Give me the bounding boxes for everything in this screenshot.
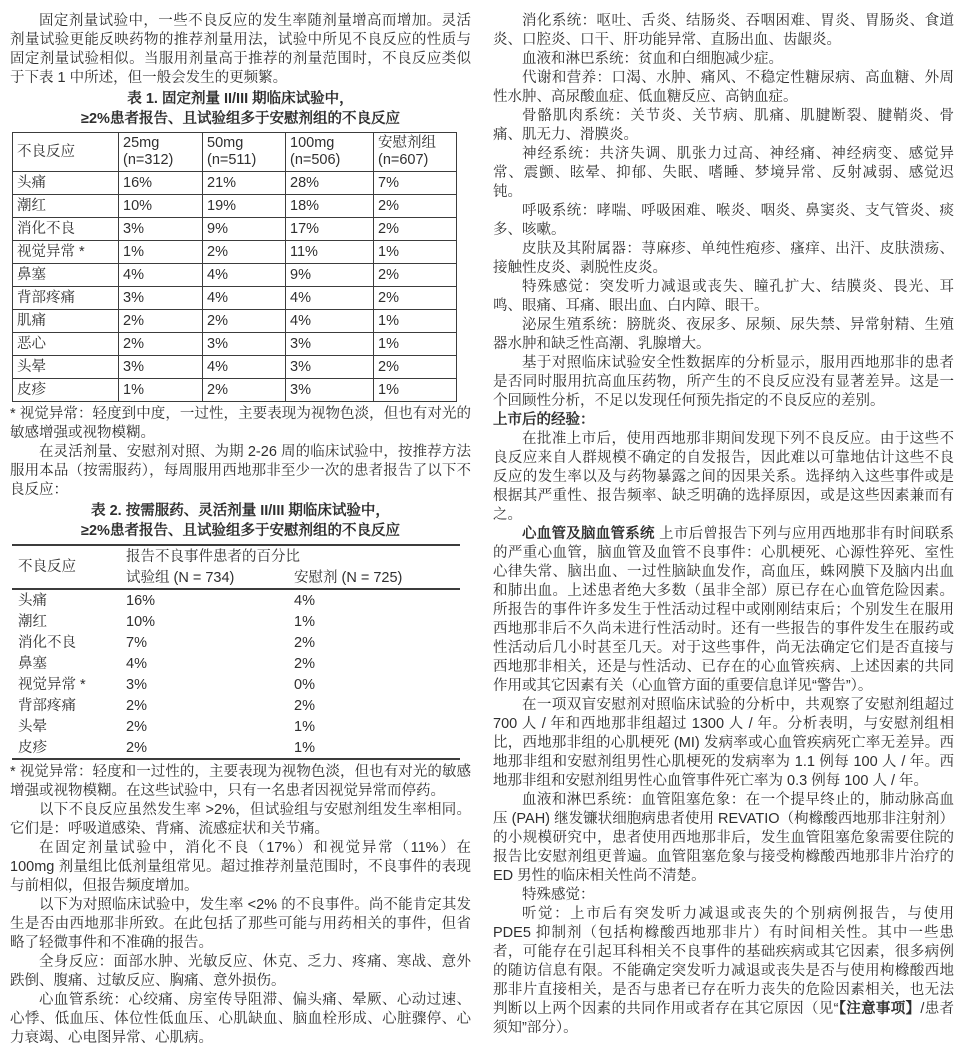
table1-caption (10, 89, 471, 129)
table2-caption-line1: 表 2. 按需服药、灵活剂量 II/III 期临床试验中， (91, 503, 390, 519)
table-row (13, 264, 457, 287)
table-row (12, 716, 460, 737)
flexible-dose-paragraph: 在灵活剂量、安慰剂对照、为期 2-26 周的临床试验中，按推荐方法服用本品（按需服药），每周服用西地那非至少一次的患者报告了以下不良反应： (10, 444, 471, 498)
table-cell: 19% (203, 195, 286, 218)
table-cell: 2% (374, 287, 457, 310)
paragraph-digestive-system: 消化系统：呕吐、舌炎、结肠炎、吞咽困难、胃炎、胃肠炎、食道炎、口腔炎、口干、肝功能异常、直肠出血、齿龈炎。 (493, 13, 954, 48)
header-n: (n=511) (207, 152, 257, 168)
table-cell: 2% (126, 739, 147, 756)
table-row (12, 589, 460, 611)
cardio-cerebrovascular-text: 上市后曾报告下列与应用西地那非有时间联系的严重心血管，脑血管及血管不良事件：心肌梗死、心源性猝死、室性心律失常、脑出血、一过性脑缺血发作，高血压，蛛网膜下及脑内出血和肺出血。上述患者绝大多数（虽非全部）原已存在心血管危险因素。所报告的事件许多发生于性活动过程中或刚刚结束后；个别发生在服用西地那非后不久尚未进行性活动时。还有一些报告的事件发生在服药或性活动后几小时甚至几天。对于这些事件，尚无法确定它们是否直接与西地那非相关，还是与性活动、已存在的心血管疾病、上述因素的共同作用或其它因素有关（心血管方面的重要信息详见“警告”）。 (493, 526, 954, 694)
table-cell: 17% (286, 218, 374, 241)
table-cell: 1% (374, 241, 457, 264)
table1-footnote: * 视觉异常：轻度到中度，一过性，主要表现为视物色淡，但也有对光的敏感增强或视物模糊。 (10, 406, 471, 441)
table-row (13, 356, 457, 379)
header-label: 100mg (290, 135, 335, 151)
table-cell: 2% (374, 264, 457, 287)
left-column (10, 12, 471, 1048)
row-label: 消化不良 (18, 634, 76, 651)
table-row (13, 218, 457, 241)
post-marketing-intro: 在批准上市后，使用西地那非期间发现下列不良反应。由于这些不良反应来自人群规模不确定的自发报告，因此难以可靠地估计这些不良反应的发生率以及与药物暴露之间的因果关系。选择纳入这些事件或是根据其严重性、报告频率、缺乏明确的选择原因，或是这些因素兼而有之。 (493, 431, 954, 523)
table-cell: 3% (286, 379, 374, 402)
table-cell: 1% (119, 379, 203, 402)
header-label: 25mg (123, 135, 160, 151)
table-cell: 3% (126, 676, 147, 693)
row-label: 鼻塞 (18, 655, 47, 672)
table2-caption-line2: ≥2%患者报告、且试验组多于安慰剂组的不良反应 (81, 523, 400, 539)
hearing-precautions-bold: 【注意事项】 (838, 1001, 921, 1017)
table-cell: 2% (294, 655, 315, 672)
intro-paragraph: 固定剂量试验中，一些不良反应的发生率随剂量增高而增加。灵活剂量试验更能反映药物的推荐剂量用法，试验中所见不良反应的性质与固定剂量试验相似。当服用剂量高于推荐的剂量范围时，不良反应类似于下表 1 中所述，但一般会发生的更频繁。 (10, 13, 471, 86)
row-label: 恶心 (13, 333, 119, 356)
table2-header-adverse-reaction: 不良反应 (12, 545, 120, 589)
paragraph-blood-lymphatic-system: 血液和淋巴系统：贫血和白细胞减少症。 (522, 51, 783, 67)
table-cell: 10% (126, 613, 156, 630)
table-cell: 4% (126, 655, 147, 672)
right-column (493, 12, 954, 1048)
special-senses-heading: 特殊感觉： (522, 887, 595, 903)
table-cell: 21% (203, 172, 286, 195)
header-label: 安慰剂组 (378, 135, 436, 151)
table-header-row (12, 545, 460, 567)
hearing-text-pre: 听觉：上市后有突发听力减退或丧失的个别病例报告，与使用 PDE5 抑制剂（包括枸橼酸西地那非片）有时间相关性。其中一些患者，可能存在引起耳科相关不良事件的基础疾病或其它因素，很多病例的随访信息有限。不能确定突发听力减退或丧失是否与使用枸橼酸西地那非片直接相关，是否与患者已存在听力丧失的危险因素相关，也无法判断以上两个因素的共同作用或者存在其它原因（见“ (493, 906, 954, 1017)
table-cell: 2% (294, 634, 315, 651)
table-cell: 2% (203, 310, 286, 333)
table-cell: 2% (374, 218, 457, 241)
row-label: 头晕 (13, 356, 119, 379)
table-cell: 2% (374, 195, 457, 218)
table-cell: 3% (119, 287, 203, 310)
paragraph-vaso-occlusive-crisis: 血液和淋巴系统：血管阻塞危象：在一个提早终止的，肺动脉高血压 (PAH) 继发镰状细胞病患者使用 REVATIO（枸橼酸西地那非注射剂）的小规模研究中，患者使用西地那非后，发生血管阻塞危象需要住院的报告比安慰剂组更普遍。血管阻塞危象与接受枸橼酸西地那非片治疗的 ED 男性的临床相关性尚不清楚。 (493, 792, 954, 884)
row-label: 背部疼痛 (18, 697, 76, 714)
table-cell: 9% (203, 218, 286, 241)
table2-header-trial-group: 试验组 (N = 734) (120, 567, 288, 589)
table-row (13, 195, 457, 218)
table1-header-50mg (203, 133, 286, 172)
table-cell: 3% (119, 218, 203, 241)
table-cell: 4% (286, 287, 374, 310)
table-cell: 10% (119, 195, 203, 218)
table-cell: 1% (374, 310, 457, 333)
table-cell: 4% (203, 356, 286, 379)
paragraph-double-blind-analysis: 在一项双盲安慰剂对照临床试验的分析中，共观察了安慰剂组超过 700 人 / 年和西地那非组超过 1300 人 / 年。分析表明，与安慰剂组相比，西地那非组的心肌梗死 (MI) 发病率或心血管疾病死亡率无差异。西地那非组和安慰剂组男性心肌梗死的发病率为 1.1 例每 100 人 / 年。西地那非组和安慰剂组男性心血管事件死亡率为 0.3 例每 100 人 / 年。 (493, 697, 954, 789)
paragraph-respiratory-system: 呼吸系统：哮喘、呼吸困难、喉炎、咽炎、鼻窦炎、支气管炎、痰多、咳嗽。 (493, 203, 954, 238)
table-row (13, 379, 457, 402)
table-cell: 11% (286, 241, 374, 264)
table-cell: 16% (119, 172, 203, 195)
table1-header-25mg (119, 133, 203, 172)
table-row (12, 632, 460, 653)
header-n: (n=506) (290, 152, 341, 168)
row-label: 视觉异常 * (13, 241, 119, 264)
table-cell: 7% (374, 172, 457, 195)
paragraph-nervous-system: 神经系统：共济失调、肌张力过高、神经痛、神经病变、感觉异常、震颤、眩晕、抑郁、失眠、嗜睡、梦境异常、反射减弱、感觉迟钝。 (493, 146, 954, 200)
table-row (13, 310, 457, 333)
table-row (12, 611, 460, 632)
table-cell: 1% (374, 379, 457, 402)
table-row (13, 172, 457, 195)
header-n: (n=312) (123, 152, 174, 168)
table-cell: 4% (203, 287, 286, 310)
table-cell: 18% (286, 195, 374, 218)
table-cell: 2% (203, 379, 286, 402)
table-header-row (13, 133, 457, 172)
row-label: 皮疹 (18, 739, 47, 756)
paragraph-musculoskeletal-system: 骨骼肌肉系统：关节炎、关节病、肌痛、肌腱断裂、腱鞘炎、骨痛、肌无力、滑膜炎。 (493, 108, 954, 143)
hearing-text-post: /患者须知”部分）。 (493, 1001, 954, 1036)
table2-flexible-dose-adverse-reactions (12, 544, 460, 760)
table2-header-percentage: 报告不良事件患者的百分比 (126, 548, 300, 565)
table-cell: 4% (203, 264, 286, 287)
row-label: 消化不良 (13, 218, 119, 241)
header-label: 50mg (207, 135, 244, 151)
paragraph-cardio-cerebrovascular (493, 525, 954, 696)
table-cell: 3% (203, 333, 286, 356)
table-cell: 4% (286, 310, 374, 333)
table-cell: 3% (119, 356, 203, 379)
table-cell: 28% (286, 172, 374, 195)
paragraph: 以下为对照临床试验中，发生率 <2% 的不良事件。尚不能肯定其发生是否由西地那非所致。在此包括了那些可能与用药相关的事件，但省略了轻微事件和不准确的报告。 (10, 897, 471, 951)
paragraph-cardiovascular-system: 心血管系统：心绞痛、房室传导阻滞、偏头痛、晕厥、心动过速、心悸、低血压、体位性低血压、心肌缺血、脑血栓形成、心脏骤停、心力衰竭、心电图异常、心肌病。 (10, 992, 471, 1046)
table-cell: 1% (294, 613, 315, 630)
table-row (12, 653, 460, 674)
table1-header-100mg (286, 133, 374, 172)
table-cell: 2% (374, 356, 457, 379)
table1-caption-line1: 表 1. 固定剂量 II/III 期临床试验中， (127, 91, 354, 107)
table-row (12, 737, 460, 759)
table-cell: 2% (126, 718, 147, 735)
table-cell: 2% (119, 310, 203, 333)
table-cell: 1% (374, 333, 457, 356)
table-cell: 3% (286, 356, 374, 379)
table1-caption-line2: ≥2%患者报告、且试验组多于安慰剂组的不良反应 (81, 111, 400, 127)
table-cell: 3% (286, 333, 374, 356)
row-label: 潮红 (18, 613, 47, 630)
row-label: 皮疹 (13, 379, 119, 402)
table1-header-adverse-reaction (13, 133, 119, 172)
table-cell: 16% (126, 592, 156, 609)
paragraph: 在固定剂量试验中，消化不良（17%）和视觉异常（11%）在 100mg 剂量组比低剂量组常见。超过推荐剂量范围时，不良事件的表现与前相似，但报告频度增加。 (10, 840, 471, 894)
paragraph-hearing (493, 905, 954, 1038)
header-label: 不良反应 (17, 143, 75, 160)
table-cell: 2% (126, 697, 147, 714)
table-row (12, 695, 460, 716)
paragraph: 以下不良反应虽然发生率 >2%，但试验组与安慰剂组发生率相同。它们是：呼吸道感染、背痛、流感症状和关节痛。 (10, 802, 471, 837)
table-cell: 2% (203, 241, 286, 264)
table-cell: 7% (126, 634, 147, 651)
paragraph-systemic-reactions: 全身反应：面部水肿、光敏反应、休克、乏力、疼痛、寒战、意外跌倒、腹痛、过敏反应、胸痛、意外损伤。 (10, 954, 471, 989)
table2-header-placebo-group: 安慰剂 (N = 725) (288, 567, 460, 589)
table-cell: 0% (294, 676, 315, 693)
cardio-cerebrovascular-lead: 心血管及脑血管系统 (522, 526, 655, 542)
row-label: 肌痛 (13, 310, 119, 333)
post-marketing-heading: 上市后的经验： (493, 412, 595, 428)
row-label: 视觉异常 * (18, 676, 86, 693)
table-row (12, 674, 460, 695)
row-label: 头晕 (18, 718, 47, 735)
table-cell: 1% (294, 718, 315, 735)
table-cell: 4% (119, 264, 203, 287)
table1-header-placebo (374, 133, 457, 172)
table-cell: 4% (294, 592, 315, 609)
table-cell: 1% (119, 241, 203, 264)
header-n: (n=607) (378, 152, 429, 168)
paragraph-safety-database-analysis: 基于对照临床试验安全性数据库的分析显示，服用西地那非的患者是否同时服用抗高血压药物，所产生的不良反应没有显著差异。这是一个回顾性分析，不足以发现任何预先指定的不良反应的差别。 (493, 355, 954, 409)
table-row (13, 287, 457, 310)
table-cell: 2% (119, 333, 203, 356)
paragraph-skin-appendages: 皮肤及其附属器：荨麻疹、单纯性疱疹、瘙痒、出汗、皮肤溃疡、接触性皮炎、剥脱性皮炎。 (493, 241, 954, 276)
row-label: 潮红 (13, 195, 119, 218)
paragraph-metabolism-nutrition: 代谢和营养：口渴、水肿、痛风、不稳定性糖尿病、高血糖、外周性水肿、高尿酸血症、低血糖反应、高钠血症。 (493, 70, 954, 105)
paragraph-urogenital-system: 泌尿生殖系统：膀胱炎、夜尿多、尿频、尿失禁、异常射精、生殖器水肿和缺乏性高潮、乳腺增大。 (493, 317, 954, 352)
row-label: 头痛 (13, 172, 119, 195)
table-cell: 1% (294, 739, 315, 756)
table-cell: 2% (294, 697, 315, 714)
table2-footnote: * 视觉异常：轻度和一过性的，主要表现为视物色淡，但也有对光的敏感增强或视物模糊。在这些试验中，只有一名患者因视觉异常而停药。 (10, 764, 471, 799)
table-cell: 9% (286, 264, 374, 287)
table2-caption (10, 501, 471, 541)
row-label: 背部疼痛 (13, 287, 119, 310)
table1-fixed-dose-adverse-reactions (12, 132, 457, 402)
table-row (13, 333, 457, 356)
table-row (13, 241, 457, 264)
row-label: 鼻塞 (13, 264, 119, 287)
paragraph-special-senses: 特殊感觉：突发听力减退或丧失、瞳孔扩大、结膜炎、畏光、耳鸣、眼痛、耳痛、眼出血、白内障、眼干。 (493, 279, 954, 314)
row-label: 头痛 (18, 592, 47, 609)
